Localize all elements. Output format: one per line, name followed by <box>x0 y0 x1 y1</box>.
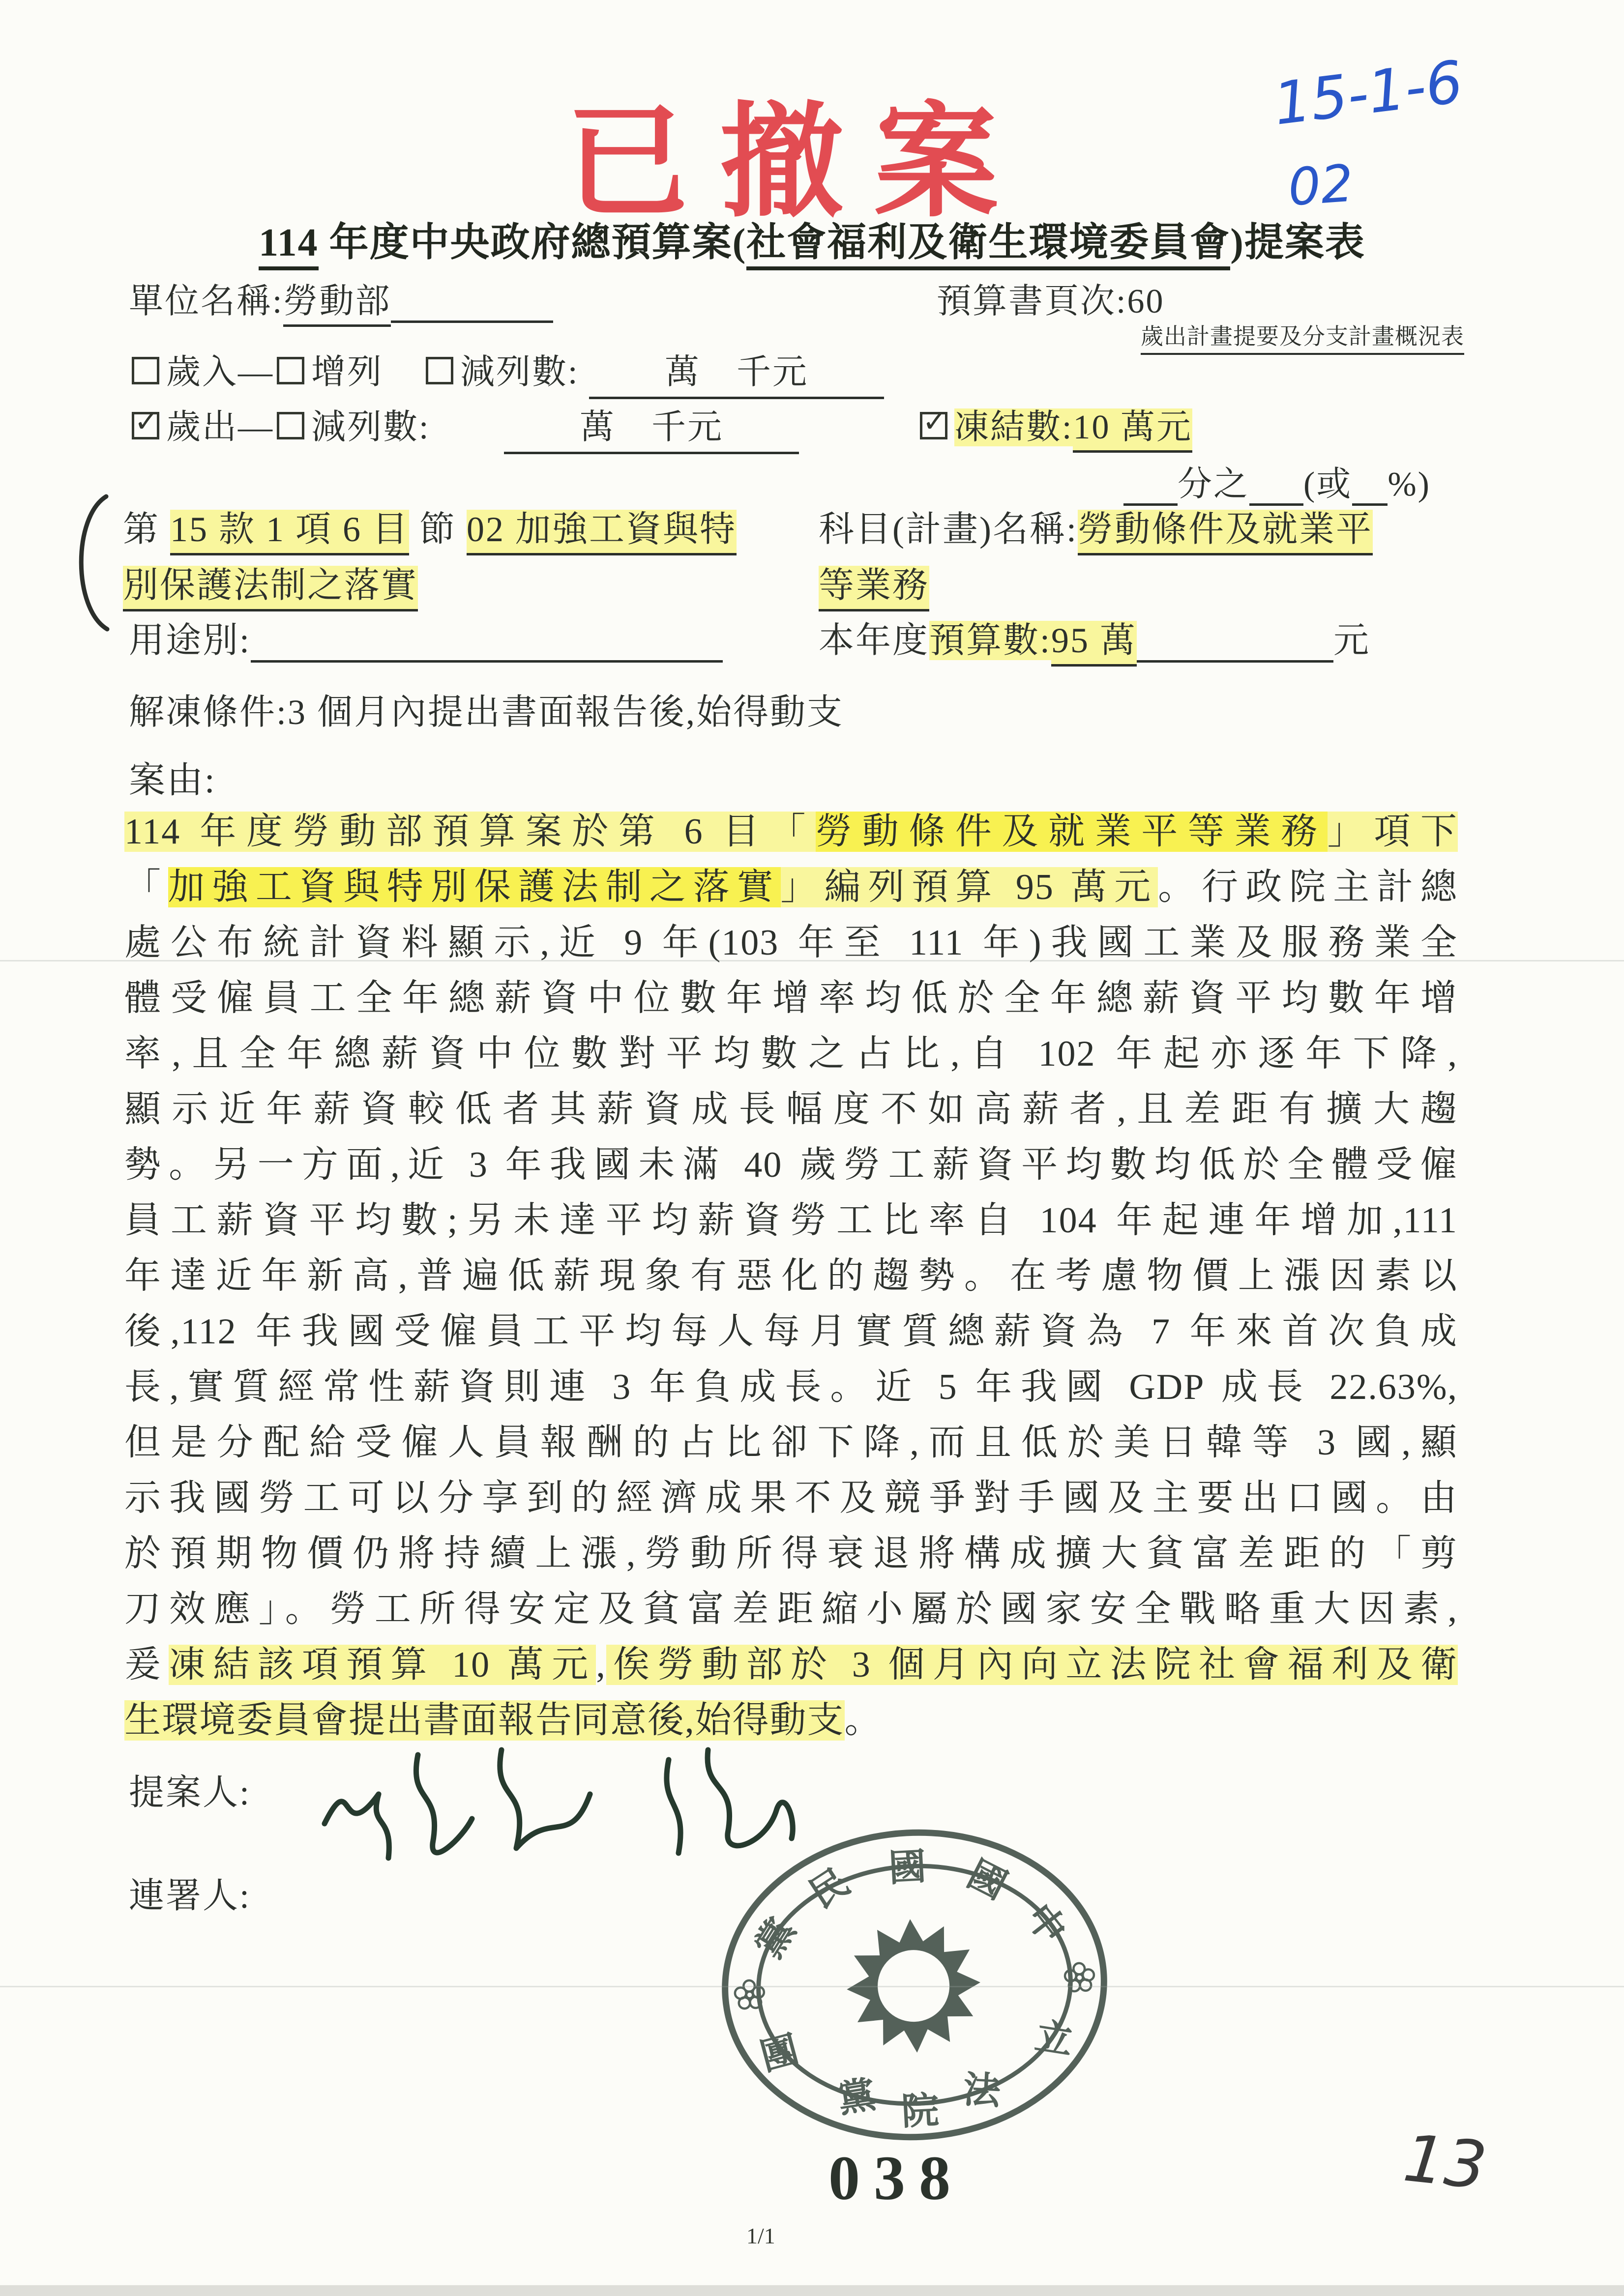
seal-character: 黨 <box>748 1911 803 1965</box>
subject-line-2 <box>819 556 929 608</box>
checkbox-increase <box>277 357 304 384</box>
case-body-line: 114 年度勞動部預算案於第 6 目「勞動條件及就業平等業務」項下 <box>124 812 1458 852</box>
seal-character: 國 <box>961 1853 1013 1908</box>
title-committee: 社會福利及衛生環境委員會 <box>746 221 1230 270</box>
case-body-line: 率,且全年總薪資中位數對平均數之占比,自 102 年起亦逐年下降, <box>124 1034 1458 1074</box>
case-body-line: 示我國勞工可以分享到的經濟成果不及競爭對手國及主要出口國。由 <box>124 1478 1458 1518</box>
seal-character: 黨 <box>835 2074 879 2121</box>
subject-value-2: 等業務 <box>819 566 929 611</box>
plum-blossom-icon-right <box>1062 1961 1097 1996</box>
handwritten-corner-mark: 13 <box>1400 2120 1490 2205</box>
case-body-line: 但是分配給受僱人員報酬的占比卻下降,而且低於美日韓等 3 國,顯 <box>124 1423 1458 1463</box>
scan-artifact-line <box>0 1986 1624 1987</box>
seal-character: 中 <box>1018 1896 1074 1951</box>
unit-name-label: 單位名稱: <box>129 283 284 320</box>
case-body-line: 長,實質經常性薪資則連 3 年負成長。近 5 年我國 GDP 成長 22.63%, <box>124 1367 1458 1407</box>
case-body-line: 於預期物價仍將持續上漲,勞動所得衰退將構成擴大貧富差距的「剪 <box>124 1534 1458 1574</box>
title-year: 114 <box>259 221 319 270</box>
section-item: 02 加強工資與特 <box>467 510 737 555</box>
subnote-expenditure-plan: 歲出計畫提要及分支計畫概況表 <box>1141 319 1464 355</box>
section-number: 15 款 1 項 6 目 <box>170 510 409 555</box>
section-line-2: 別保護法制之落實 <box>123 556 418 608</box>
checkbox-revenue <box>132 357 159 384</box>
fraction-row: 分之 (或 %) <box>1123 456 1431 506</box>
checkbox-reduce-2 <box>277 412 304 439</box>
unit-name-value: 勞動部 <box>283 283 391 327</box>
checkbox-expenditure-checked <box>132 412 159 439</box>
scan-bottom-edge <box>0 2285 1624 2296</box>
case-body-line: 生環境委員會提出書面報告同意後,始得動支。 <box>124 1700 882 1741</box>
section-line-1: 第 15 款 1 項 6 目 節 02 加強工資與特 <box>123 500 737 552</box>
checkbox-reduce-1 <box>426 357 453 384</box>
seal-character: 團 <box>756 2029 803 2079</box>
purpose-field: 用途別: <box>129 611 723 663</box>
case-body-line: 年達近年新高,普遍低薪現象有惡化的趨勢。在考慮物價上漲因素以 <box>124 1256 1458 1296</box>
case-body-line: 刀效應」。勞工所得安定及貧富差距縮小屬於國家安全戰略重大因素, <box>124 1589 1458 1629</box>
case-body-line: 勢。另一方面,近 3 年我國未滿 40 歲勞工薪資平均數均低於全體受僱 <box>124 1145 1458 1185</box>
revenue-amount-blank: 萬 千元 <box>589 344 884 399</box>
checkbox-freeze-checked <box>920 412 947 439</box>
unit-name-field <box>129 273 553 323</box>
expenditure-amount-blank: 萬 千元 <box>504 399 799 454</box>
handwritten-code-1: 15-1-6 <box>1270 48 1467 138</box>
seal-character: 院 <box>900 2090 940 2133</box>
handwritten-code-2: 02 <box>1286 153 1356 218</box>
purpose-blank <box>251 623 723 663</box>
case-body <box>124 806 1458 1750</box>
case-body-line: 後,112 年我國受僱員工平均每人每月實質總薪資為 7 年來首次負成 <box>124 1311 1458 1352</box>
party-caucus-seal <box>714 1820 1115 2150</box>
expenditure-row: ✓歲出— 減列數: 萬 千元 <box>129 399 799 454</box>
budget-page-field: 預算書頁次:60 <box>937 283 1165 320</box>
revenue-row: 歲入— 增列 減列數: 萬 千元 <box>129 344 884 399</box>
page-number: 038 <box>828 2143 964 2213</box>
case-body-line: 「加強工資與特別保護法制之落實」編列預算 95 萬元。行政院主計總 <box>124 867 1458 907</box>
annual-budget-field: 本年度預算數:95 萬 元 <box>819 611 1370 663</box>
scan-artifact-line <box>0 960 1624 961</box>
freeze-label: 凍結數: <box>954 408 1073 446</box>
unfreeze-condition: 解凍條件:3 個月內提出書面報告後,始得動支 <box>129 693 844 732</box>
case-body-line: 員工薪資平均數;另未達平均薪資勞工比率自 104 年起連年增加,111 <box>124 1200 1458 1241</box>
subject-label: 科目(計畫)名稱: <box>819 510 1078 549</box>
seal-character: 立 <box>1032 2016 1076 2063</box>
case-body-line: 體受僱員工全年總薪資中位數年增率均低於全年總薪資平均數年增 <box>124 978 1458 1018</box>
proposer-label: 提案人: <box>129 1773 251 1812</box>
page-fraction: 1/1 <box>746 2223 775 2248</box>
section-bracket <box>64 493 113 633</box>
plum-blossom-icon-left <box>732 1978 767 2013</box>
case-body-line: 處公布統計資料顯示,近 9 年(103 年至 111 年)我國工業及服務業全 <box>124 923 1458 963</box>
case-body-line: 顯示近年薪資較低者其薪資成長幅度不如高薪者,且差距有擴大趨 <box>124 1089 1458 1130</box>
document-title: 114 年度中央政府總預算案(社會福利及衛生環境委員會)提案表 <box>0 210 1624 267</box>
cosigner-label: 連署人: <box>129 1876 251 1916</box>
freeze-value: 10 萬元 <box>1073 408 1192 453</box>
subject-value-1: 勞動條件及就業平 <box>1078 510 1373 555</box>
annual-budget-value: 95 萬 <box>1051 621 1137 667</box>
case-body-line: 爰凍結該項預算 10 萬元,俟勞動部於 3 個月內向立法院社會福利及衛 <box>124 1645 1458 1685</box>
freeze-field <box>917 399 1192 449</box>
budget-page-value: 60 <box>1127 283 1165 320</box>
seal-character: 法 <box>962 2069 1002 2113</box>
seal-character: 民 <box>802 1861 857 1917</box>
subject-line-1 <box>819 500 1373 552</box>
case-label: 案由: <box>129 760 216 801</box>
unit-name-blank <box>391 283 553 323</box>
withdrawn-stamp: 已撤案 <box>565 94 1029 232</box>
seal-character: 國 <box>887 1846 927 1889</box>
